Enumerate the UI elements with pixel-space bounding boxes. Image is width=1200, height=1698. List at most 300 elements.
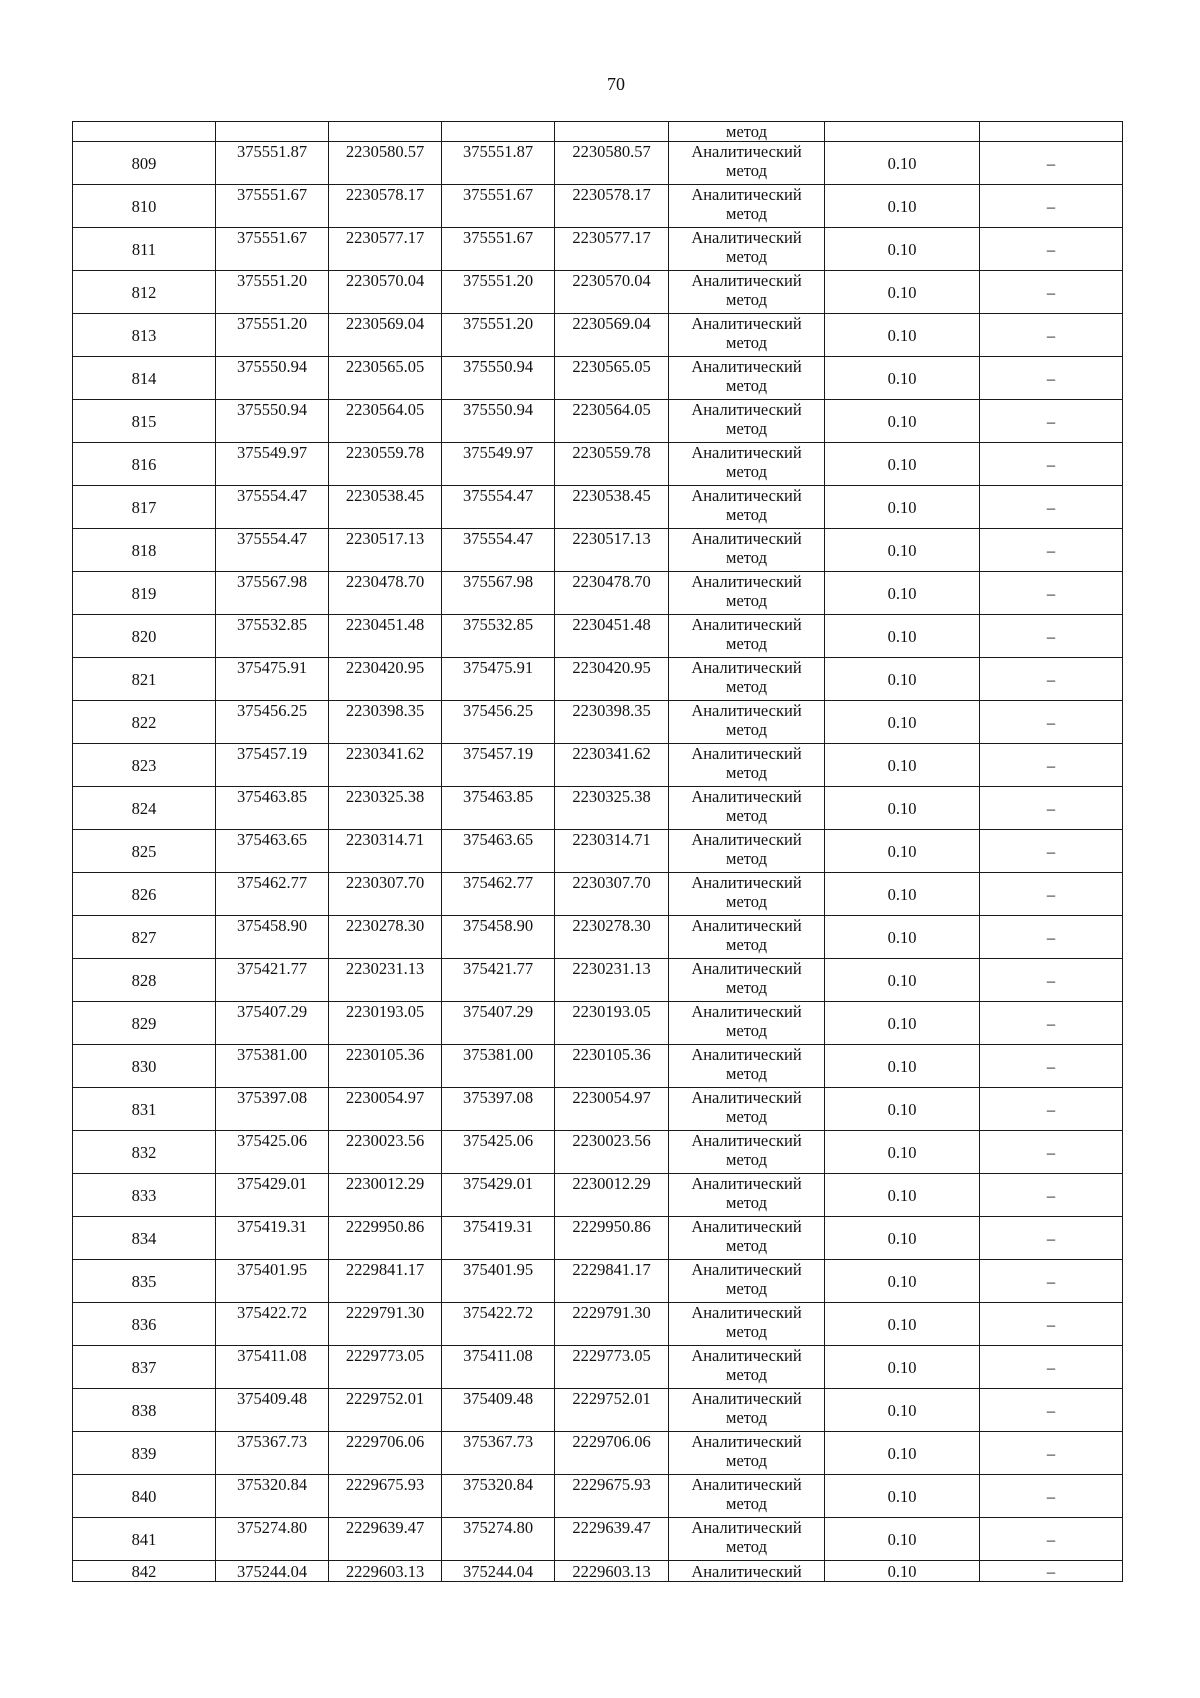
cell-y2: 2230564.05 [555, 400, 669, 443]
cell-x1: 375554.47 [216, 529, 329, 572]
table-row [73, 916, 1123, 959]
method-line2: метод [726, 1322, 767, 1341]
cell-method [669, 1002, 825, 1045]
cell-empty [73, 122, 216, 142]
cell-note: – [980, 1260, 1123, 1303]
cell-accuracy: 0.10 [825, 916, 980, 959]
cell-y1: 2230341.62 [329, 744, 442, 787]
method-line2: метод [726, 376, 767, 395]
cell-y1: 2230193.05 [329, 1002, 442, 1045]
method-line2: метод [726, 462, 767, 481]
cell-y1: 2230398.35 [329, 701, 442, 744]
cell-accuracy: 0.10 [825, 400, 980, 443]
table-row [73, 572, 1123, 615]
cell-accuracy: 0.10 [825, 185, 980, 228]
cell-note: – [980, 400, 1123, 443]
table-row [73, 1389, 1123, 1432]
method-line2: метод [726, 1408, 767, 1427]
cell-y2: 2229639.47 [555, 1518, 669, 1561]
cell-accuracy: 0.10 [825, 1389, 980, 1432]
cell-y1: 2230054.97 [329, 1088, 442, 1131]
cell-point-number: 831 [73, 1088, 216, 1131]
method-line2: метод [726, 1451, 767, 1470]
cell-point-number: 825 [73, 830, 216, 873]
cell-accuracy: 0.10 [825, 1174, 980, 1217]
cell-accuracy: 0.10 [825, 1260, 980, 1303]
cell-y1: 2230231.13 [329, 959, 442, 1002]
cell-x1: 375409.48 [216, 1389, 329, 1432]
cell-note: – [980, 314, 1123, 357]
cell-point-number: 839 [73, 1432, 216, 1475]
cell-y1: 2230577.17 [329, 228, 442, 271]
cell-note: – [980, 271, 1123, 314]
cell-note: – [980, 185, 1123, 228]
cell-note: – [980, 529, 1123, 572]
cell-method [669, 400, 825, 443]
method-line2: метод [726, 1236, 767, 1255]
cell-x2: 375320.84 [442, 1475, 555, 1518]
cell-accuracy: 0.10 [825, 1518, 980, 1561]
method-line1: Аналитический [691, 443, 802, 462]
cell-note: – [980, 701, 1123, 744]
cell-x1: 375407.29 [216, 1002, 329, 1045]
method-line2: метод [726, 935, 767, 954]
cell-y2: 2230307.70 [555, 873, 669, 916]
cell-point-number: 838 [73, 1389, 216, 1432]
cell-x1: 375320.84 [216, 1475, 329, 1518]
cell-accuracy: 0.10 [825, 744, 980, 787]
cell-method [669, 658, 825, 701]
cell-method [669, 1260, 825, 1303]
cell-x1: 375425.06 [216, 1131, 329, 1174]
cell-method [669, 1217, 825, 1260]
cell-point-number: 815 [73, 400, 216, 443]
cell-x2: 375367.73 [442, 1432, 555, 1475]
cell-x1: 375367.73 [216, 1432, 329, 1475]
cell-point-number: 829 [73, 1002, 216, 1045]
cell-x1: 375381.00 [216, 1045, 329, 1088]
method-line1: Аналитический [691, 271, 802, 290]
cell-x1: 375554.47 [216, 486, 329, 529]
cell-accuracy: 0.10 [825, 443, 980, 486]
table-row [73, 142, 1123, 185]
cell-y1: 2230517.13 [329, 529, 442, 572]
cell-x2: 375409.48 [442, 1389, 555, 1432]
cell-x1: 375462.77 [216, 873, 329, 916]
method-line2: метод [726, 1365, 767, 1384]
cell-y2: 2230314.71 [555, 830, 669, 873]
cell-x2: 375549.97 [442, 443, 555, 486]
method-line2: метод [726, 763, 767, 782]
cell-y2: 2230451.48 [555, 615, 669, 658]
method-line1: Аналитический [691, 701, 802, 720]
cell-x2: 375551.20 [442, 271, 555, 314]
cell-method [669, 314, 825, 357]
table-row [73, 400, 1123, 443]
cell-y1: 2230559.78 [329, 443, 442, 486]
cell-x1: 375421.77 [216, 959, 329, 1002]
cell-x2: 375421.77 [442, 959, 555, 1002]
cell-accuracy: 0.10 [825, 959, 980, 1002]
page-number: 70 [607, 74, 625, 94]
cell-accuracy: 0.10 [825, 787, 980, 830]
cell-note: – [980, 228, 1123, 271]
cell-y2: 2230012.29 [555, 1174, 669, 1217]
cell-method [669, 486, 825, 529]
cell-point-number: 811 [73, 228, 216, 271]
cell-note: – [980, 830, 1123, 873]
cell-accuracy: 0.10 [825, 615, 980, 658]
cell-x1: 375463.65 [216, 830, 329, 873]
table-row [73, 615, 1123, 658]
cell-accuracy: 0.10 [825, 228, 980, 271]
cell-x2: 375381.00 [442, 1045, 555, 1088]
table-row [73, 787, 1123, 830]
cell-y1: 2230451.48 [329, 615, 442, 658]
cell-method [669, 1045, 825, 1088]
cell-note: – [980, 572, 1123, 615]
cell-method [669, 1475, 825, 1518]
cell-method [669, 615, 825, 658]
method-line2: метод [726, 1107, 767, 1126]
cell-method [669, 830, 825, 873]
method-line1: Аналитический [691, 1045, 802, 1064]
table-row [73, 830, 1123, 873]
table-row [73, 1217, 1123, 1260]
cell-point-number: 809 [73, 142, 216, 185]
cell-y2: 2230341.62 [555, 744, 669, 787]
cell-point-number: 827 [73, 916, 216, 959]
method-line1: Аналитический [691, 1217, 802, 1236]
method-line1: Аналитический [691, 486, 802, 505]
cell-x1: 375532.85 [216, 615, 329, 658]
cell-y2: 2229841.17 [555, 1260, 669, 1303]
cell-y1: 2230325.38 [329, 787, 442, 830]
method-line2: метод [726, 247, 767, 266]
method-line1: Аналитический [691, 1389, 802, 1408]
method-line1: Аналитический [691, 1002, 802, 1021]
cell-x1: 375550.94 [216, 400, 329, 443]
cell-note: – [980, 1002, 1123, 1045]
table-row [73, 271, 1123, 314]
cell-method: Аналитический [669, 1561, 825, 1582]
cell-y2: 2230580.57 [555, 142, 669, 185]
cell-x2: 375551.67 [442, 185, 555, 228]
method-line2: метод [726, 849, 767, 868]
cell-accuracy: 0.10 [825, 357, 980, 400]
cell-x1: 375475.91 [216, 658, 329, 701]
cell-accuracy: 0.10 [825, 486, 980, 529]
cell-y2: 2229791.30 [555, 1303, 669, 1346]
cell-y2: 2230420.95 [555, 658, 669, 701]
cell-note: – [980, 916, 1123, 959]
cell-x2: 375463.85 [442, 787, 555, 830]
table-row [73, 185, 1123, 228]
method-line2: метод [726, 505, 767, 524]
method-line1: Аналитический [691, 1346, 802, 1365]
cell-point-number: 820 [73, 615, 216, 658]
method-line1: Аналитический [691, 830, 802, 849]
method-line1: Аналитический [691, 1432, 802, 1451]
method-line2: метод [726, 333, 767, 352]
cell-y2: 2230231.13 [555, 959, 669, 1002]
cell-y2: 2229950.86 [555, 1217, 669, 1260]
cell-y2: 2230538.45 [555, 486, 669, 529]
cell-point-number: 841 [73, 1518, 216, 1561]
cell-empty [216, 122, 329, 142]
cell-method [669, 873, 825, 916]
method-line2: метод [726, 1150, 767, 1169]
cell-y1: 2229950.86 [329, 1217, 442, 1260]
cell-y1: 2230478.70 [329, 572, 442, 615]
cell-method [669, 1346, 825, 1389]
method-line1: Аналитический [691, 1303, 802, 1322]
cell-y1: 2230578.17 [329, 185, 442, 228]
cell-x1: 375463.85 [216, 787, 329, 830]
cell-empty [980, 122, 1123, 142]
cell-accuracy: 0.10 [825, 1561, 980, 1582]
cell-x2: 375462.77 [442, 873, 555, 916]
method-line2: метод [726, 806, 767, 825]
cell-y1: 2230538.45 [329, 486, 442, 529]
method-line1: Аналитический [691, 744, 802, 763]
method-line1: Аналитический [691, 529, 802, 548]
cell-x1: 375274.80 [216, 1518, 329, 1561]
cell-x1: 375457.19 [216, 744, 329, 787]
cell-y1: 2229675.93 [329, 1475, 442, 1518]
cell-method-tail: метод [669, 122, 825, 142]
cell-point-number: 835 [73, 1260, 216, 1303]
cell-y1: 2230570.04 [329, 271, 442, 314]
method-line2: метод [726, 677, 767, 696]
method-line1: Аналитический [691, 615, 802, 634]
cell-y2: 2230325.38 [555, 787, 669, 830]
cell-point-number: 810 [73, 185, 216, 228]
cell-accuracy: 0.10 [825, 271, 980, 314]
cell-note: – [980, 959, 1123, 1002]
cell-note: – [980, 1346, 1123, 1389]
cell-method [669, 529, 825, 572]
cell-note: – [980, 1045, 1123, 1088]
cell-accuracy: 0.10 [825, 1045, 980, 1088]
cell-y2: 2229706.06 [555, 1432, 669, 1475]
cell-x2: 375456.25 [442, 701, 555, 744]
cell-method [669, 1303, 825, 1346]
method-line2: метод [726, 1193, 767, 1212]
cell-x2: 375244.04 [442, 1561, 555, 1582]
cell-y2: 2230578.17 [555, 185, 669, 228]
cell-x2: 375407.29 [442, 1002, 555, 1045]
cell-note: – [980, 142, 1123, 185]
cell-point-number: 842 [73, 1561, 216, 1582]
cell-point-number: 824 [73, 787, 216, 830]
cell-empty [555, 122, 669, 142]
cell-x1: 375429.01 [216, 1174, 329, 1217]
cell-x2: 375554.47 [442, 529, 555, 572]
cell-y1: 2229639.47 [329, 1518, 442, 1561]
coordinates-table [72, 121, 1123, 1582]
cell-point-number: 818 [73, 529, 216, 572]
cell-y2: 2230577.17 [555, 228, 669, 271]
cell-point-number: 830 [73, 1045, 216, 1088]
cell-y2: 2230278.30 [555, 916, 669, 959]
cell-x2: 375551.67 [442, 228, 555, 271]
cell-accuracy: 0.10 [825, 314, 980, 357]
cell-x1: 375419.31 [216, 1217, 329, 1260]
method-line2: метод [726, 634, 767, 653]
cell-y2: 2229773.05 [555, 1346, 669, 1389]
cell-note: – [980, 1131, 1123, 1174]
cell-y2: 2230570.04 [555, 271, 669, 314]
cell-y2: 2229752.01 [555, 1389, 669, 1432]
cell-x2: 375550.94 [442, 357, 555, 400]
cell-method [669, 916, 825, 959]
cell-accuracy: 0.10 [825, 142, 980, 185]
cell-method [669, 959, 825, 1002]
cell-method [669, 142, 825, 185]
method-line1: Аналитический [691, 1475, 802, 1494]
cell-accuracy: 0.10 [825, 1131, 980, 1174]
cell-note: – [980, 744, 1123, 787]
cell-note: – [980, 443, 1123, 486]
method-line2: метод [726, 419, 767, 438]
cell-x2: 375422.72 [442, 1303, 555, 1346]
cell-method [669, 357, 825, 400]
cell-x1: 375244.04 [216, 1561, 329, 1582]
cell-x2: 375411.08 [442, 1346, 555, 1389]
table-row [73, 701, 1123, 744]
cell-note: – [980, 1518, 1123, 1561]
cell-x1: 375397.08 [216, 1088, 329, 1131]
continuation-row [73, 122, 1123, 142]
cell-y2: 2229603.13 [555, 1561, 669, 1582]
cell-point-number: 836 [73, 1303, 216, 1346]
cell-method [669, 572, 825, 615]
cell-y2: 2230398.35 [555, 701, 669, 744]
table-row [73, 1045, 1123, 1088]
cell-accuracy: 0.10 [825, 1303, 980, 1346]
cell-accuracy: 0.10 [825, 1088, 980, 1131]
method-line1: Аналитический [691, 572, 802, 591]
method-line1: Аналитический [691, 314, 802, 333]
cell-point-number: 819 [73, 572, 216, 615]
cell-point-number: 837 [73, 1346, 216, 1389]
method-line1: Аналитический [691, 1518, 802, 1537]
method-line2: метод [726, 1537, 767, 1556]
cell-y1: 2230012.29 [329, 1174, 442, 1217]
method-line2: метод [726, 204, 767, 223]
cell-point-number: 821 [73, 658, 216, 701]
cell-y1: 2230105.36 [329, 1045, 442, 1088]
cell-x1: 375549.97 [216, 443, 329, 486]
table-row [73, 1002, 1123, 1045]
cell-x1: 375401.95 [216, 1260, 329, 1303]
cell-method [669, 1518, 825, 1561]
cell-note: – [980, 658, 1123, 701]
cell-x1: 375551.67 [216, 228, 329, 271]
cell-note: – [980, 787, 1123, 830]
cell-method [669, 228, 825, 271]
cell-y2: 2230054.97 [555, 1088, 669, 1131]
cell-method [669, 1131, 825, 1174]
method-line1: Аналитический [691, 658, 802, 677]
cell-accuracy: 0.10 [825, 701, 980, 744]
method-line1: Аналитический [691, 185, 802, 204]
cell-point-number: 816 [73, 443, 216, 486]
cell-x2: 375429.01 [442, 1174, 555, 1217]
method-line1: Аналитический [691, 142, 802, 161]
table-row [73, 744, 1123, 787]
cell-x2: 375532.85 [442, 615, 555, 658]
method-line1: Аналитический [691, 959, 802, 978]
cell-x2: 375475.91 [442, 658, 555, 701]
cell-x1: 375551.87 [216, 142, 329, 185]
table-row [73, 228, 1123, 271]
method-line2: метод [726, 1064, 767, 1083]
table-row [73, 1260, 1123, 1303]
cell-method [669, 1389, 825, 1432]
cell-y1: 2230420.95 [329, 658, 442, 701]
cell-note: – [980, 615, 1123, 658]
cell-accuracy: 0.10 [825, 1217, 980, 1260]
cell-accuracy: 0.10 [825, 1346, 980, 1389]
cell-note: – [980, 1217, 1123, 1260]
cell-method [669, 185, 825, 228]
table-row [73, 873, 1123, 916]
cell-y1: 2230580.57 [329, 142, 442, 185]
cell-y2: 2230565.05 [555, 357, 669, 400]
table-row [73, 486, 1123, 529]
cell-empty [329, 122, 442, 142]
cell-method [669, 1174, 825, 1217]
cell-method [669, 271, 825, 314]
cell-x2: 375567.98 [442, 572, 555, 615]
table-row [73, 1346, 1123, 1389]
cell-method [669, 787, 825, 830]
cell-x1: 375551.67 [216, 185, 329, 228]
table-row-last [73, 1561, 1123, 1582]
cell-y2: 2230105.36 [555, 1045, 669, 1088]
cell-point-number: 826 [73, 873, 216, 916]
cell-x1: 375456.25 [216, 701, 329, 744]
cell-note: – [980, 486, 1123, 529]
cell-y1: 2230564.05 [329, 400, 442, 443]
method-line1: Аналитический [691, 1174, 802, 1193]
method-line2: метод [726, 591, 767, 610]
cell-y2: 2230569.04 [555, 314, 669, 357]
cell-note: – [980, 1475, 1123, 1518]
cell-point-number: 814 [73, 357, 216, 400]
cell-y1: 2230307.70 [329, 873, 442, 916]
cell-note: – [980, 1389, 1123, 1432]
cell-y2: 2230559.78 [555, 443, 669, 486]
cell-method [669, 701, 825, 744]
cell-x1: 375551.20 [216, 271, 329, 314]
cell-y1: 2229603.13 [329, 1561, 442, 1582]
cell-x2: 375551.87 [442, 142, 555, 185]
cell-point-number: 833 [73, 1174, 216, 1217]
cell-accuracy: 0.10 [825, 873, 980, 916]
table-row [73, 529, 1123, 572]
cell-x1: 375551.20 [216, 314, 329, 357]
cell-point-number: 828 [73, 959, 216, 1002]
cell-note: – [980, 1174, 1123, 1217]
cell-y1: 2229841.17 [329, 1260, 442, 1303]
cell-point-number: 823 [73, 744, 216, 787]
table-row [73, 1131, 1123, 1174]
method-line1: Аналитический [691, 873, 802, 892]
cell-note: – [980, 1088, 1123, 1131]
